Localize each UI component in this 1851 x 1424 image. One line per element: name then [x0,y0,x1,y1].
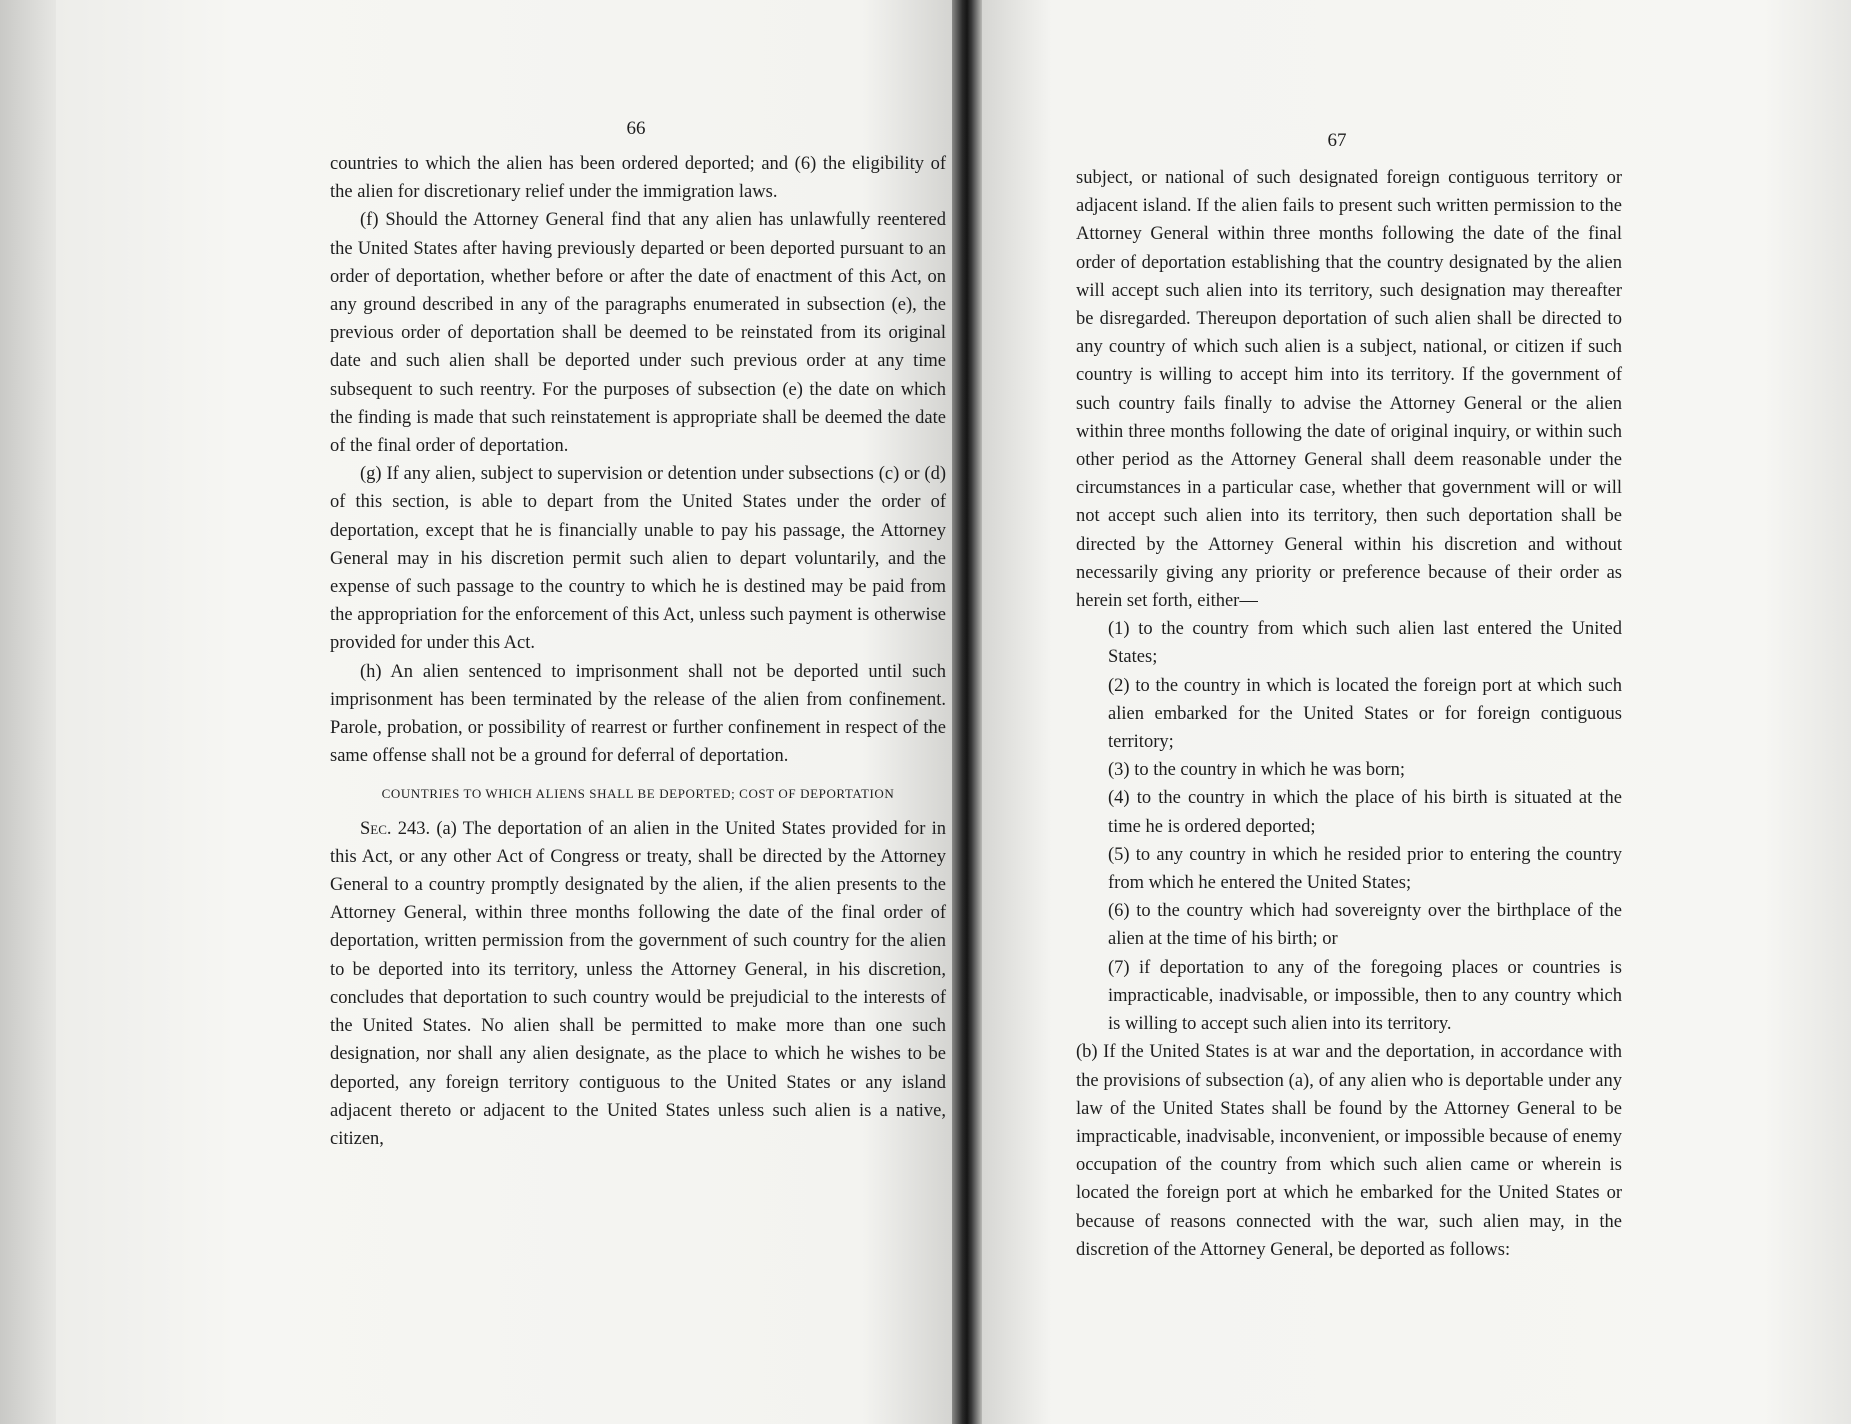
paragraph-f: (f) Should the Attorney General find that any alien has unlawfully reentered the United States after having previously departed or been deported pursuant to an order of deportation, whether before or after the date of enactment of this Act, on any ground described in any of the paragraphs enumerated in subsection (e), the previous order of deportation shall be deemed to be reinstated from its original date and such alien shall be deported under such previous order at any time subsequent to such reentry. For the purposes of subsection (e) the date on which the finding is made that such reinstatement is appropriate shall be deemed the date of the final order of deportation. [330,210,946,457]
section-243-paragraph [330,815,946,1153]
paragraph-continued: subject, or national of such designated foreign contiguous territory or adjacent island. If the alien fails to present such written permission to the Attorney General within three months following the date of the final order of deportation establishing that the country designated by the alien will accept such alien into its territory, such designation may thereafter be disregarded. Thereupon deportation of such alien shall be directed to any country of which such alien is a subject, national, or citizen if such country is willing to accept him into its territory. If the government of such country fails finally to advise the Attorney General or the alien within three months following the date of original inquiry, or within such other period as the Attorney General shall deem reasonable under the circumstances in a particular case, whether that government will or will not accept such alien into its territory, then such deportation shall be directed by the Attorney General within his discretion and without necessarily giving any priority or preference because of their order as herein set forth, either— [1076,168,1622,612]
left-page-text [330,150,946,1153]
list-item-5: (5) to any country in which he resided prior to entering the country from which he entered the United States; [1108,844,1622,894]
section-heading: COUNTRIES TO WHICH ALIENS SHALL BE DEPORTED; COST OF DEPORTATION [381,786,895,802]
list-item-4: (4) to the country in which the place of his birth is situated at the time he is ordered deported; [1108,788,1622,837]
right-page-text [1076,164,1622,1264]
list-item-1: (1) to the country from which such alien last entered the United States; [1108,619,1622,668]
list-item-6: (6) to the country which had sovereignty over the birthplace of the alien at the time of his birth; or [1108,901,1622,950]
page-number-right: 67 [1327,130,1347,151]
list-item-3: (3) to the country in which he was born; [1108,760,1405,781]
right-page [982,0,1851,1424]
page-edge [0,0,56,1424]
paragraph-g: (g) If any alien, subject to supervision or detention under subsections (c) or (d) of this section, is able to depart from the United States under the order of deportation, except that he is financially unable to pay his passage, the Attorney General may in his discretion permit such alien to depart voluntarily, and the expense of such passage to the country to which he is destined may be paid from the appropriation for the enforcement of this Act, unless such payment is otherwise provided for under this Act. [330,464,946,654]
section-label: Sec. 243. [360,818,431,839]
paragraph-h: (h) An alien sentenced to imprisonment shall not be deported until such imprisonment has been terminated by the release of the alien from confinement. Parole, probation, or possibility of rearrest or further confinement in respect of the same offense shall not be a ground for deferral of deportation. [330,661,946,767]
list-item-7: (7) if deportation to any of the foregoing places or countries is impracticable, inadvisable, or impossible, then to any country which is willing to accept such alien into its territory. [1108,957,1622,1035]
paragraph: countries to which the alien has been ordered deported; and (6) the eligibility of the alien for discretionary relief under the immigration laws. [330,154,946,203]
page-number-left: 66 [626,118,646,139]
section-text: (a) The deportation of an alien in the United States provided for in this Act, or any other Act of Congress or treaty, shall be directed by the Attorney General to a country promptly designated by the alien, if the alien presents to the Attorney General, within three months following the date of the final order of deportation, written permission from the government of such country for the alien to be deported into its territory, unless the Attorney General, in his discretion, concludes that deportation to such country would be prejudicial to the interests of the United States. No alien shall be permitted to make more than one such designation, nor shall any alien designate, as the place to which he wishes to be deported, any foreign territory contiguous to the United States or any island adjacent thereto or adjacent to the United States unless such alien is a native, citizen, [330,818,947,1149]
book-gutter [952,0,982,1424]
paragraph-b: (b) If the United States is at war and the deportation, in accordance with the provisions of subsection (a), of any alien who is deportable under any law of the United States shall be found by the Attorney General to be impracticable, inadvisable, inconvenient, or impossible because of enemy occupation of the country from which such alien came or wherein is located the foreign port at which he embarked for the United States or because of reasons connected with the war, such alien may, in the discretion of the Attorney General, be deported as follows: [1076,1042,1622,1260]
left-page [56,0,952,1424]
list-item-2: (2) to the country in which is located the foreign port at which such alien embarked for the United States or for foreign contiguous territory; [1108,675,1622,753]
